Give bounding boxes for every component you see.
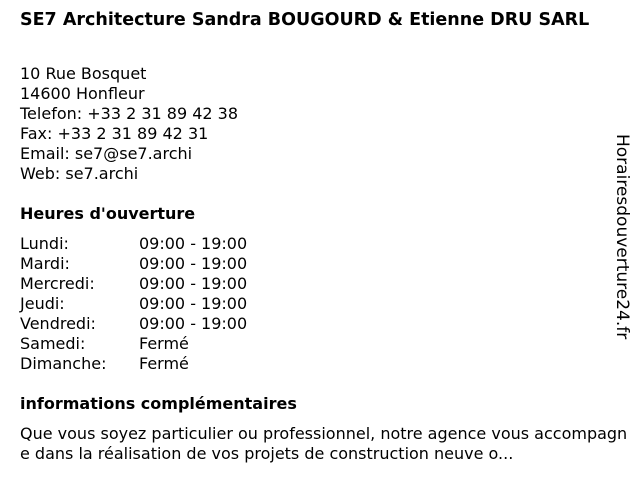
day-hours: 09:00 - 19:00 xyxy=(139,294,248,313)
additional-info-text: Que vous soyez particulier ou professionnel, notre agence vous accompagne dans la réalisation de vos projets de construction neuve o... xyxy=(20,424,628,463)
opening-hours-heading: Heures d'ouverture xyxy=(20,204,196,223)
contact-block xyxy=(20,64,238,184)
site-watermark: Horairesdouverture24.fr xyxy=(612,134,632,340)
day-label: Lundi: xyxy=(20,234,69,253)
hours-row-monday xyxy=(20,234,247,254)
day-hours: 09:00 - 19:00 xyxy=(139,234,248,253)
hours-row-friday xyxy=(20,314,247,334)
fax-line: Fax: +33 2 31 89 42 31 xyxy=(20,124,209,143)
day-hours: 09:00 - 19:00 xyxy=(139,254,248,273)
address-street: 10 Rue Bosquet xyxy=(20,64,147,83)
hours-row-thursday xyxy=(20,294,247,314)
opening-hours-table xyxy=(20,234,247,374)
day-label: Samedi: xyxy=(20,334,86,353)
day-hours: Fermé xyxy=(139,354,189,373)
phone-line: Telefon: +33 2 31 89 42 38 xyxy=(20,104,239,123)
day-label: Mardi: xyxy=(20,254,70,273)
hours-row-tuesday xyxy=(20,254,247,274)
day-label: Mercredi: xyxy=(20,274,95,293)
day-label: Dimanche: xyxy=(20,354,107,373)
day-label: Jeudi: xyxy=(20,294,65,313)
web-line: Web: se7.archi xyxy=(20,164,139,183)
day-hours: 09:00 - 19:00 xyxy=(139,314,248,333)
email-line: Email: se7@se7.archi xyxy=(20,144,193,163)
address-city: 14600 Honfleur xyxy=(20,84,145,103)
day-label: Vendredi: xyxy=(20,314,96,333)
hours-row-sunday xyxy=(20,354,247,374)
additional-info-heading: informations complémentaires xyxy=(20,394,297,413)
day-hours: 09:00 - 19:00 xyxy=(139,274,248,293)
day-hours: Fermé xyxy=(139,334,189,353)
hours-row-saturday xyxy=(20,334,247,354)
hours-row-wednesday xyxy=(20,274,247,294)
business-name: SE7 Architecture Sandra BOUGOURD & Etienne DRU SARL xyxy=(20,10,590,30)
